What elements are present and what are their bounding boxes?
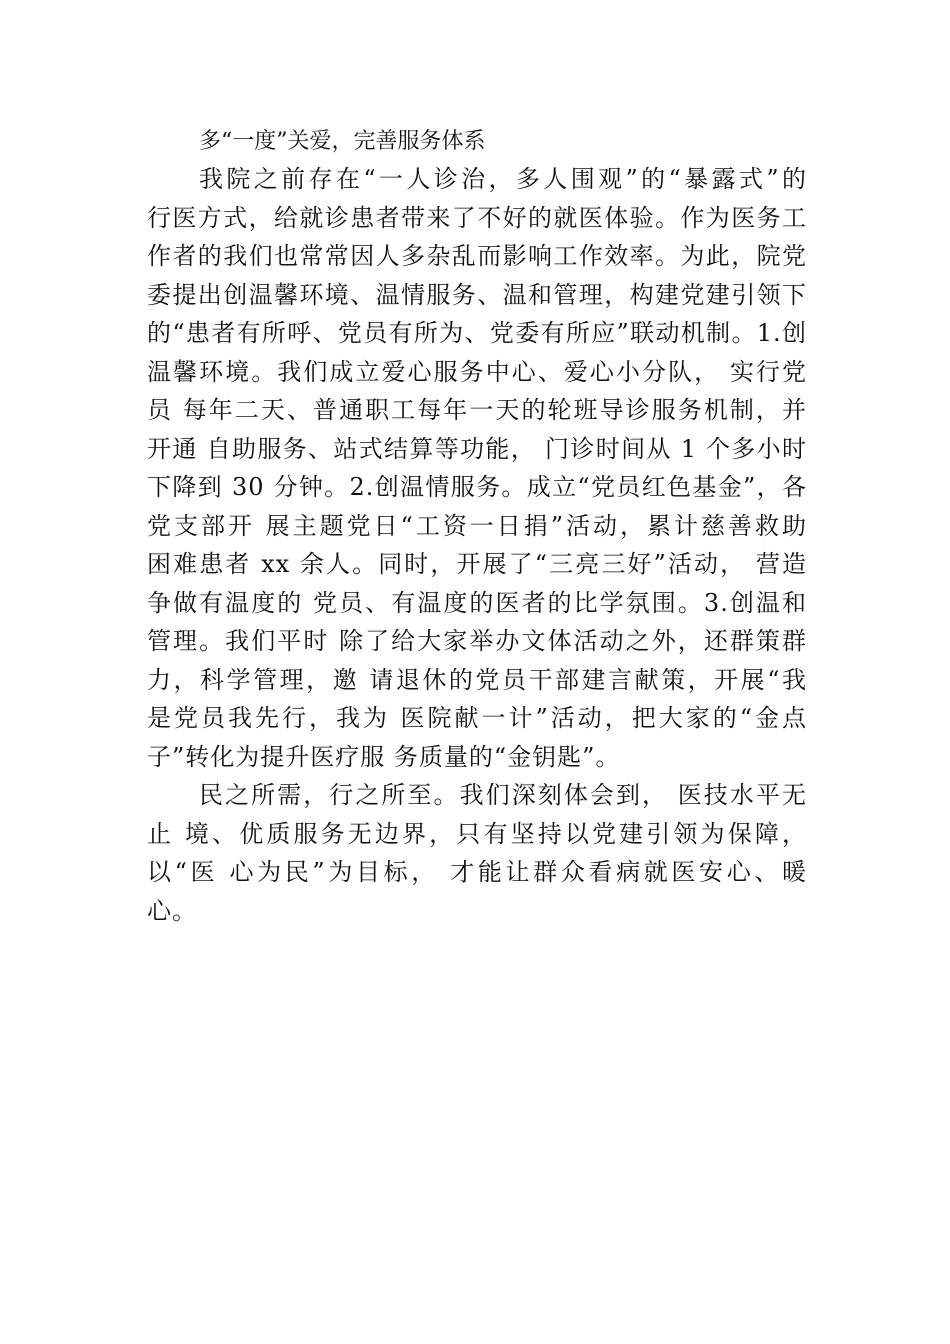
- paragraph-line: 行医方式，给就诊患者带来了不好的就医体验。作为医务工: [147, 203, 807, 232]
- paragraph-line: 委提出创温馨环境、温情服务、温和管理，构建党建引领下: [147, 280, 807, 309]
- paragraph-line: 党支部开 展主题党日“工资一日捐”活动，累计慈善救助: [147, 511, 807, 540]
- paragraph-line: 温馨环境。我们成立爱心服务中心、爱心小分队， 实行党: [147, 357, 807, 386]
- paragraph-line: 是党员我先行，我为 医院献一计”活动，把大家的“金点: [147, 704, 807, 732]
- paragraph-line: 员 每年二天、普通职工每年一天的轮班导诊服务机制，并: [147, 396, 807, 424]
- paragraph-line: 开通 自助服务、站式结算等功能， 门诊时间从 1 个多小时: [147, 434, 807, 463]
- paragraph-line: 止 境、优质服务无边界，只有坚持以党建引领为保障，: [147, 819, 807, 848]
- paragraph-2: [147, 776, 807, 930]
- paragraph-line: 下降到 30 分钟。2.创温情服务。成立“党员红色基金”，各: [147, 473, 807, 501]
- paragraph-line: 作者的我们也常常因人多杂乱而影响工作效率。为此，院党: [147, 242, 807, 270]
- paragraph-line: 困难患者 xx 余人。同时，开展了“三亮三好”活动， 营造: [147, 550, 807, 578]
- paragraph-line: 以“医 心为民”为目标， 才能让群众看病就医安心、暖: [147, 858, 807, 886]
- paragraph-line: 心。: [147, 896, 197, 925]
- paragraph-line: 争做有温度的 党员、有温度的医者的比学氛围。3.创温和: [147, 588, 807, 617]
- section-heading: 多“一度”关爱，完善服务体系: [199, 129, 486, 154]
- paragraph-line: 管理。我们平时 除了给大家举办文体活动之外，还群策群: [147, 627, 807, 655]
- paragraph-line: 力，科学管理，邀 请退休的党员干部建言献策，开展“我: [147, 665, 807, 694]
- document-body: [147, 124, 807, 930]
- paragraph-line: 我院之前存在“一人诊治，多人围观”的“暴露式”的: [199, 165, 807, 193]
- paragraph-line: 的“患者有所呼、党员有所为、党委有所应”联动机制。1.创: [147, 319, 807, 347]
- paragraph-line: 子”转化为提升医疗服 务质量的“金钥匙”。: [147, 742, 621, 771]
- paragraph-line: 民之所需，行之所至。我们深刻体会到， 医技水平无: [199, 781, 807, 809]
- paragraph-1: [147, 160, 807, 776]
